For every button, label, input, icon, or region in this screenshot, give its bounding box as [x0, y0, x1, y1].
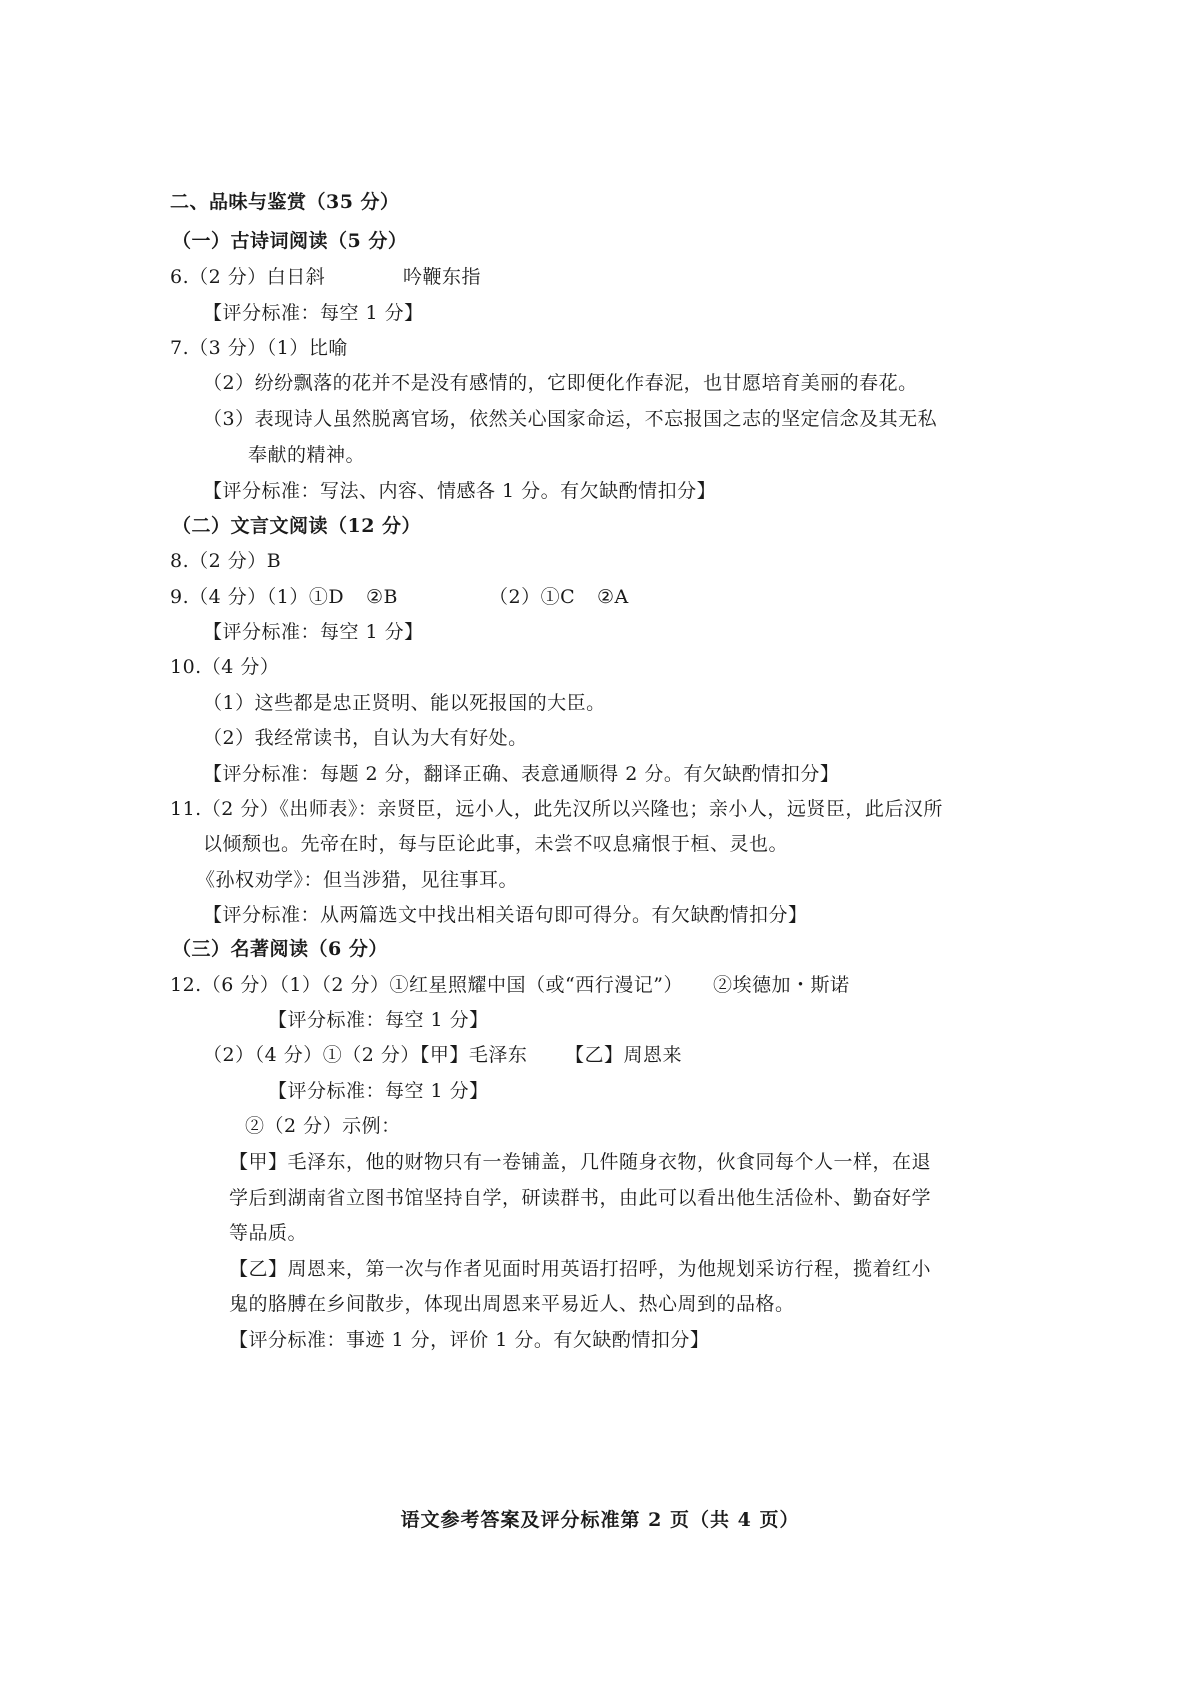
q6-answer-2: 吟鞭东指 [403, 266, 482, 288]
q11-line1: 11.（2 分）《出师表》：亲贤臣，远小人，此先汉所以兴隆也；亲小人，远贤臣，此后汉所 [170, 798, 943, 820]
q7-scoring-standard: 【评分标准：写法、内容、情感各 1 分。有欠缺酌情扣分】 [203, 480, 717, 502]
q12-jia-line1: 【甲】毛泽东，他的财物只有一卷铺盖，几件随身衣物，伙食同每个人一样，在退 [229, 1151, 932, 1173]
q12-jia-line3: 等品质。 [229, 1222, 308, 1244]
q11-line2: 以倾颓也。先帝在时，每与臣论此事，未尝不叹息痛恨于桓、灵也。 [203, 833, 789, 855]
q9-answer-2a: （2）①C [489, 586, 576, 608]
q8-answer: 8.（2 分）B [170, 550, 282, 572]
q12-yi-line2: 鬼的胳膊在乡间散步，体现出周恩来平易近人、热心周到的品格。 [229, 1293, 795, 1315]
q9-answer-1a: 9.（4 分）（1）①D [170, 586, 345, 608]
q12-answer-1b: ②埃德加・斯诺 [713, 974, 850, 996]
q12-scoring-standard-2: 【评分标准：每空 1 分】 [268, 1080, 489, 1102]
q10-scoring-standard: 【评分标准：每题 2 分，翻译正确、表意通顺得 2 分。有欠缺酌情扣分】 [203, 763, 840, 785]
q9-answer-2b: ②A [597, 586, 629, 608]
q12-scoring-standard-3: 【评分标准：事迹 1 分，评价 1 分。有欠缺酌情扣分】 [229, 1329, 710, 1351]
q12-answer-2b: 【乙】周恩来 [565, 1044, 683, 1066]
q6-scoring-standard: 【评分标准：每空 1 分】 [203, 302, 424, 324]
page-footer: 语文参考答案及评分标准第 2 页（共 4 页） [400, 1509, 800, 1531]
q9-answer-1b: ②B [366, 586, 398, 608]
q7-answer-3-line2: 奉献的精神。 [248, 444, 366, 466]
q7-answer-3-line1: （3）表现诗人虽然脱离官场，依然关心国家命运，不忘报国之志的坚定信念及其无私 [203, 408, 938, 430]
q12-answer-3-head: ②（2 分）示例： [245, 1115, 401, 1137]
section-title: 二、品味与鉴赏（35 分） [170, 191, 400, 213]
q6-answer: 6.（2 分）白日斜 [170, 266, 326, 288]
part2-title: （二）文言文阅读（12 分） [172, 515, 422, 537]
part1-title: （一）古诗词阅读（5 分） [172, 230, 408, 252]
q12-answer-2a: （2）（4 分）①（2 分）【甲】毛泽东 [203, 1044, 528, 1066]
q7-answer-1: 7.（3 分）（1）比喻 [170, 337, 348, 359]
q10-answer-2: （2）我经常读书，自认为大有好处。 [203, 727, 528, 749]
q7-answer-2: （2）纷纷飘落的花并不是没有感情的，它即便化作春泥，也甘愿培育美丽的春花。 [203, 372, 918, 394]
part3-title: （三）名著阅读（6 分） [172, 938, 388, 960]
q12-answer-1a: 12.（6 分）（1）（2 分）①红星照耀中国（或“西行漫记”） [170, 974, 683, 996]
q12-scoring-standard-1: 【评分标准：每空 1 分】 [268, 1009, 489, 1031]
q11-line3: 《孙权劝学》：但当涉猎，见往事耳。 [196, 869, 519, 891]
q10-head: 10.（4 分） [170, 656, 280, 678]
q12-yi-line1: 【乙】周恩来，第一次与作者见面时用英语打招呼，为他规划采访行程，揽着红小 [229, 1258, 932, 1280]
q12-jia-line2: 学后到湖南省立图书馆坚持自学，研读群书，由此可以看出他生活俭朴、勤奋好学 [229, 1187, 932, 1209]
q11-scoring-standard: 【评分标准：从两篇选文中找出相关语句即可得分。有欠缺酌情扣分】 [203, 904, 808, 926]
q9-scoring-standard: 【评分标准：每空 1 分】 [203, 621, 424, 643]
q10-answer-1: （1）这些都是忠正贤明、能以死报国的大臣。 [203, 692, 606, 714]
